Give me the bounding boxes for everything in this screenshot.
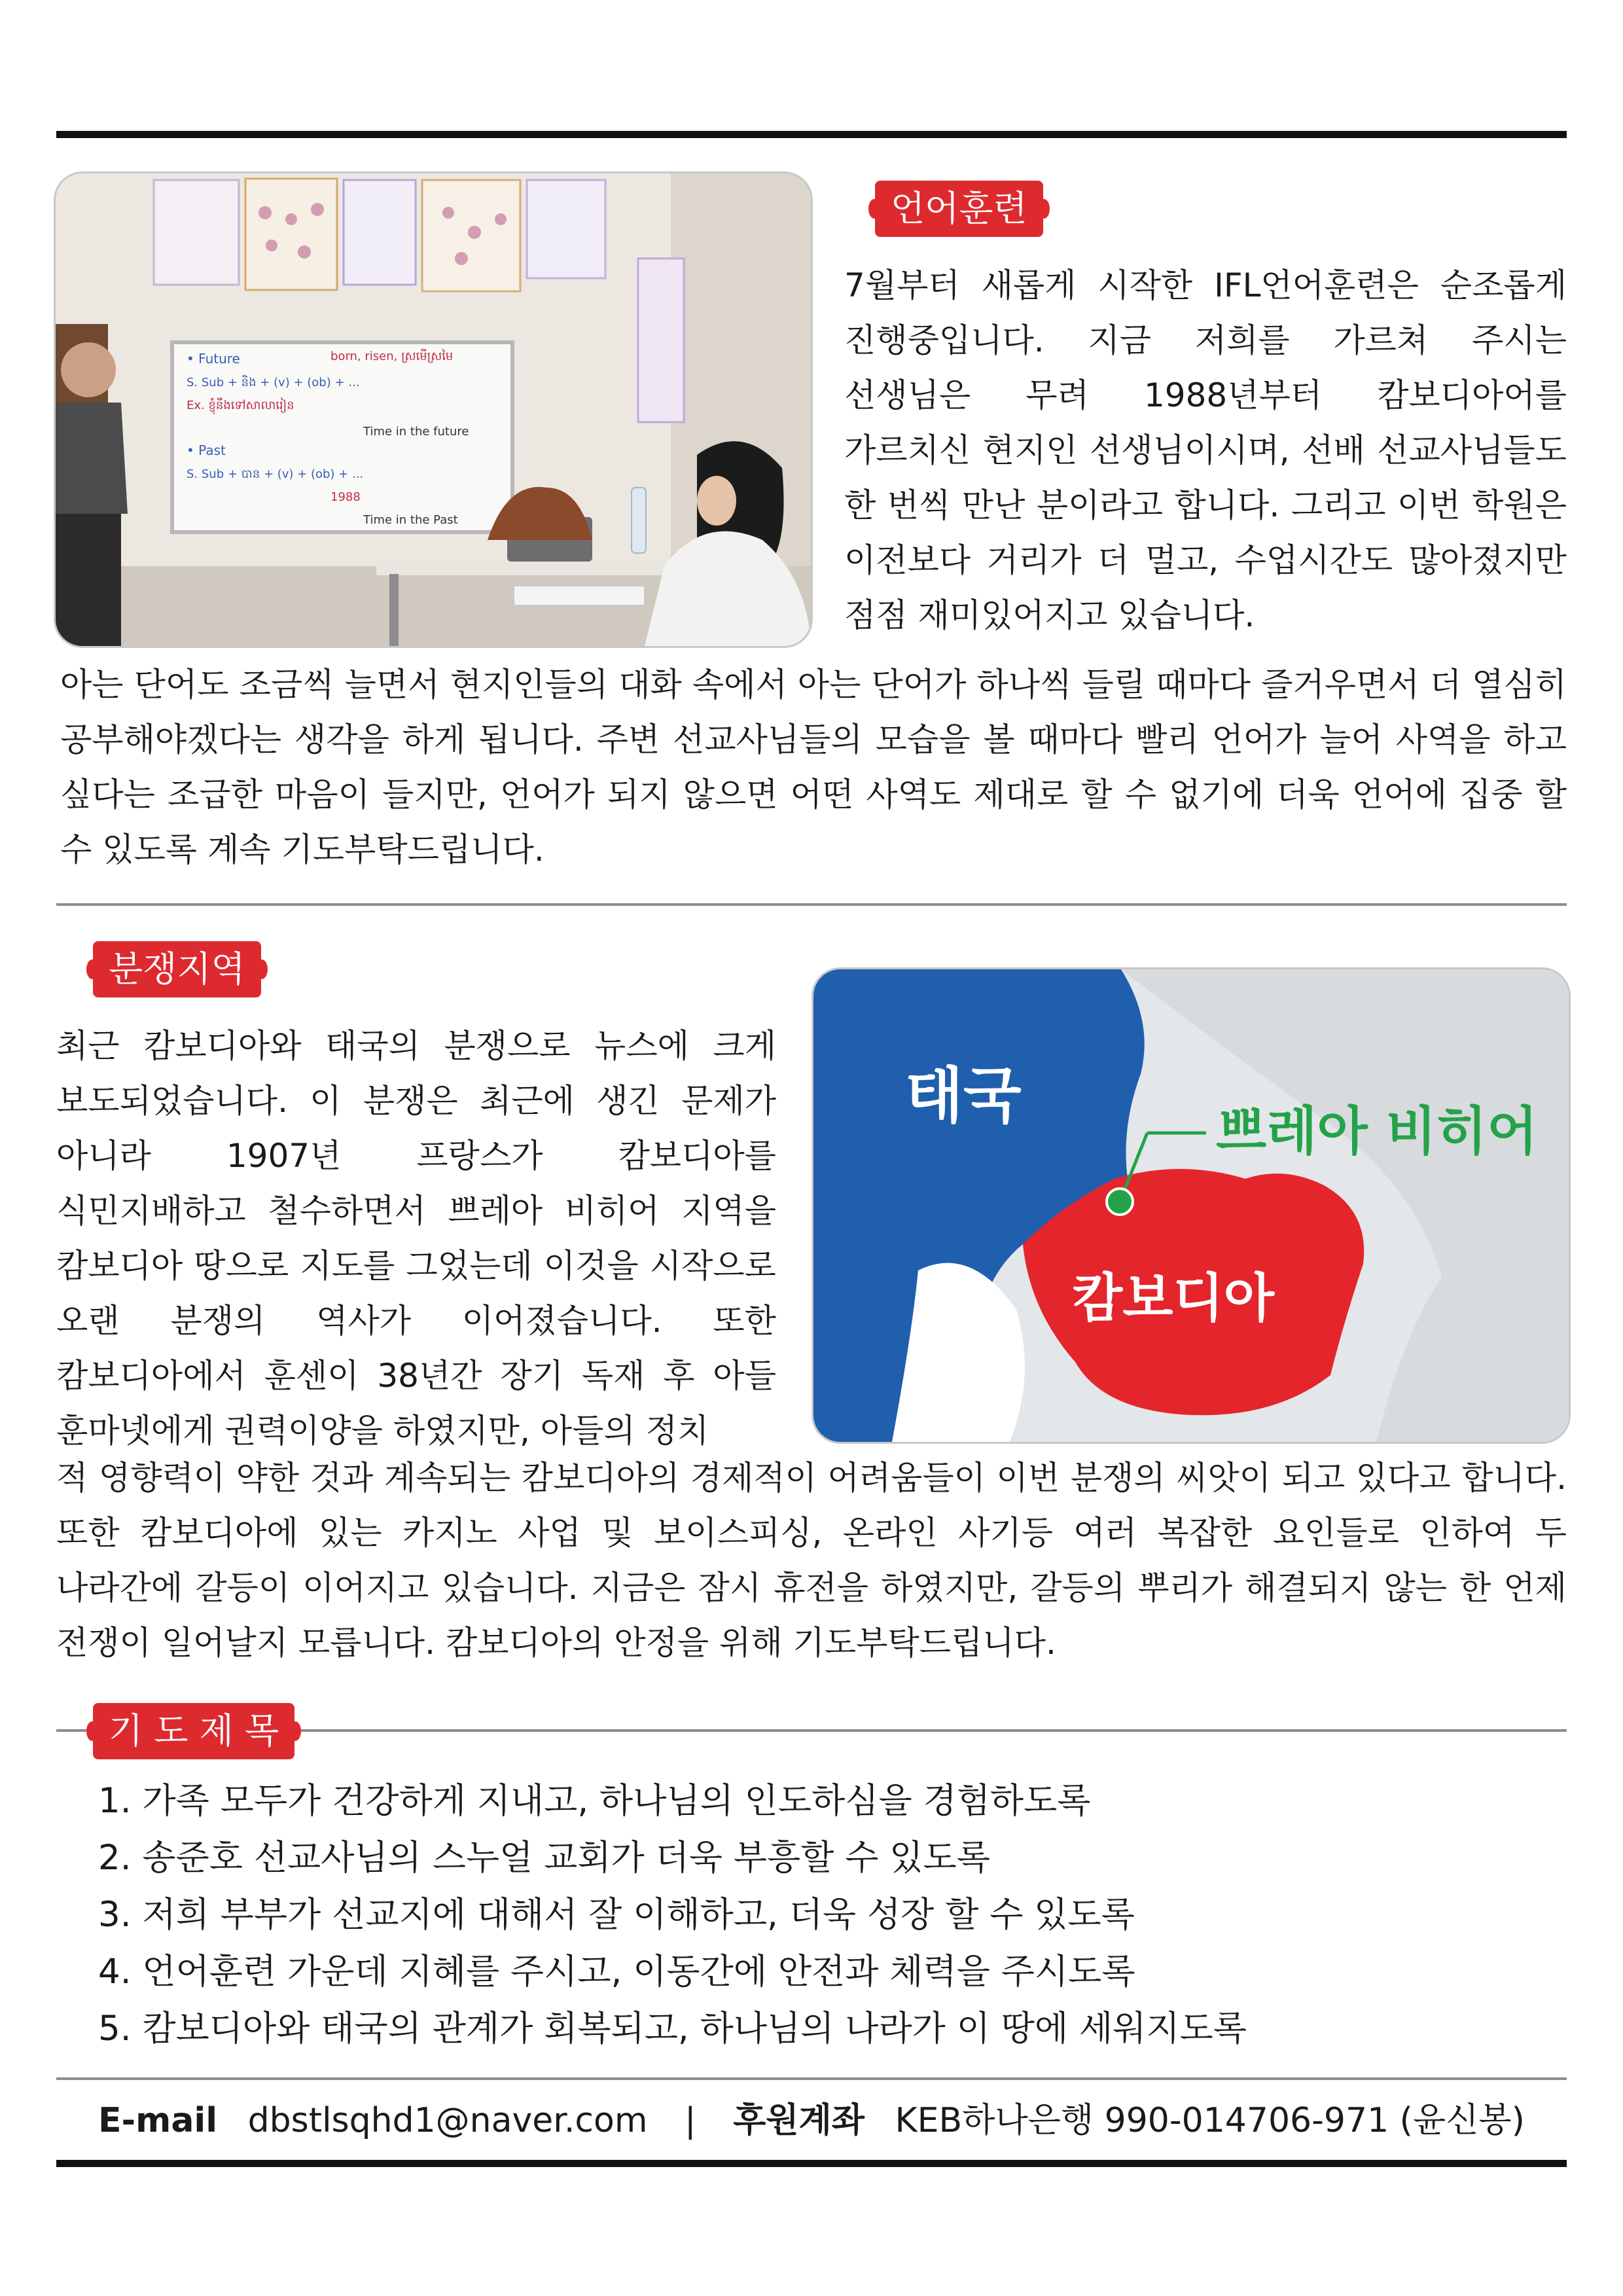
footer-divider	[56, 2077, 1567, 2080]
footer	[56, 2089, 1567, 2152]
preah-vihear-label: 쁘레아 비히어	[1216, 1101, 1538, 1162]
language-intro-text: 7월부터 새롭게 시작한 IFL언어훈련은 순조롭게 진행중입니다. 지금 저희를 가르쳐 주시는 선생님은 무려 1988년부터 캄보디아어를 가르치신 현지인 선생님이시며, 선배 선교사님들도 한 번씩 만난 분이라고 합니다. 그리고 이번 학원은 이전보다 거리가 더 멀고, 수업시간도 많아졌지만 점점 재미있어지고 있습니다.	[844, 266, 1567, 634]
conflict-map	[812, 967, 1571, 1444]
email-address[interactable]: dbstlsqhd1@naver.com	[247, 2101, 648, 2140]
language-continued-text: 아는 단어도 조금씩 늘면서 현지인들의 대화 속에서 아는 단어가 하나씩 들릴 때마다 즐거우면서 더 열심히 공부해야겠다는 생각을 하게 됩니다. 주변 선교사님들의 모습을 볼 때마다 빨리 언어가 늘어 사역을 하고 싶다는 조급한 마음이 들지만, 언어가 되지 않으면 어떤 사역도 제대로 할 수 없기에 더욱 언어에 집중 할 수 있도록 계속 기도부탁드립니다.	[60, 666, 1567, 869]
wb-future: • Future	[187, 351, 240, 367]
preah-vihear-marker	[1107, 1189, 1133, 1215]
wb-future-formula: S. Sub + និង + (v) + (ob) + ...	[187, 376, 360, 389]
email-label: E-mail	[98, 2101, 218, 2140]
conflict-continued-text: 적 영향력이 약한 것과 계속되는 캄보디아의 경제적이 어려움들이 이번 분쟁의 씨앗이 되고 있다고 합니다. 또한 캄보디아에 있는 카지노 사업 및 보이스피싱, 온라인 사기등 여러 복잡한 요인들로 인하여 두 나라간에 갈등이 이어지고 있습니다. 지금은 잠시 휴전을 하였지만, 갈등의 뿌리가 해결되지 않는 한 언제 전쟁이 일어날지 모릅니다. 캄보디아의 안정을 위해 기도부탁드립니다.	[56, 1459, 1567, 1662]
section-divider	[56, 903, 1567, 906]
top-rule	[56, 131, 1567, 138]
wb-top-note: born, risen, ស្រមើស្រមៃ	[330, 350, 454, 363]
classroom-photo	[54, 171, 813, 648]
wb-time-future: Time in the future	[363, 425, 469, 439]
prayer-item: 3. 저희 부부가 선교지에 대해서 잘 이해하고, 더욱 성장 할 수 있도록	[98, 1895, 1135, 1935]
prayer-item: 4. 언어훈련 가운데 지혜를 주시고, 이동간에 안전과 체력을 주시도록	[98, 1952, 1135, 1992]
prayer-item: 1. 가족 모두가 건강하게 지내고, 하나님의 인도하심을 경험하도록	[98, 1781, 1091, 1821]
cambodia-label: 캄보디아	[1072, 1268, 1275, 1329]
prayer-list	[98, 1772, 1247, 2057]
conflict-region-tag: 분쟁지역	[93, 941, 261, 997]
footer-separator: |	[685, 2101, 696, 2140]
account-label: 후원계좌	[733, 2101, 865, 2140]
conflict-intro-text: 최근 캄보디아와 태국의 분쟁으로 뉴스에 크게 보도되었습니다. 이 분쟁은 최근에 생긴 문제가 아니라 1907년 프랑스가 캄보디아를 식민지배하고 철수하면서 쁘레아 비히어 지역을 캄보디아 땅으로 지도를 그었는데 이것을 시작으로 오랜 분쟁의 역사가 이어졌습니다. 또한 캄보디아에서 훈센이 38년간 장기 독재 후 아들 훈마넷에게 권력이양을 하였지만, 아들의 정치	[56, 1027, 776, 1450]
prayer-item: 2. 송준호 선교사님의 스누얼 교회가 더욱 부흥할 수 있도록	[98, 1838, 990, 1878]
bottom-rule	[56, 2160, 1567, 2167]
thailand-label: 태국	[905, 1061, 1022, 1131]
language-training-tag: 언어훈련	[875, 181, 1043, 237]
prayer-item: 5. 캄보디아와 태국의 관계가 회복되고, 하나님의 나라가 이 땅에 세워지도록	[98, 2009, 1247, 2049]
wb-future-example: Ex. ខ្ញុំនឹងទៅសាលារៀន	[187, 399, 294, 412]
wb-year: 1988	[330, 490, 361, 504]
account-number: KEB하나은행 990-014706-971 (윤신봉)	[895, 2101, 1525, 2140]
prayer-topics-tag: 기 도 제 목	[93, 1703, 294, 1759]
wb-past-formula: S. Sub + បាន + (v) + (ob) + ...	[187, 467, 364, 481]
wb-time-past: Time in the Past	[363, 513, 458, 527]
wb-past: • Past	[187, 442, 226, 458]
